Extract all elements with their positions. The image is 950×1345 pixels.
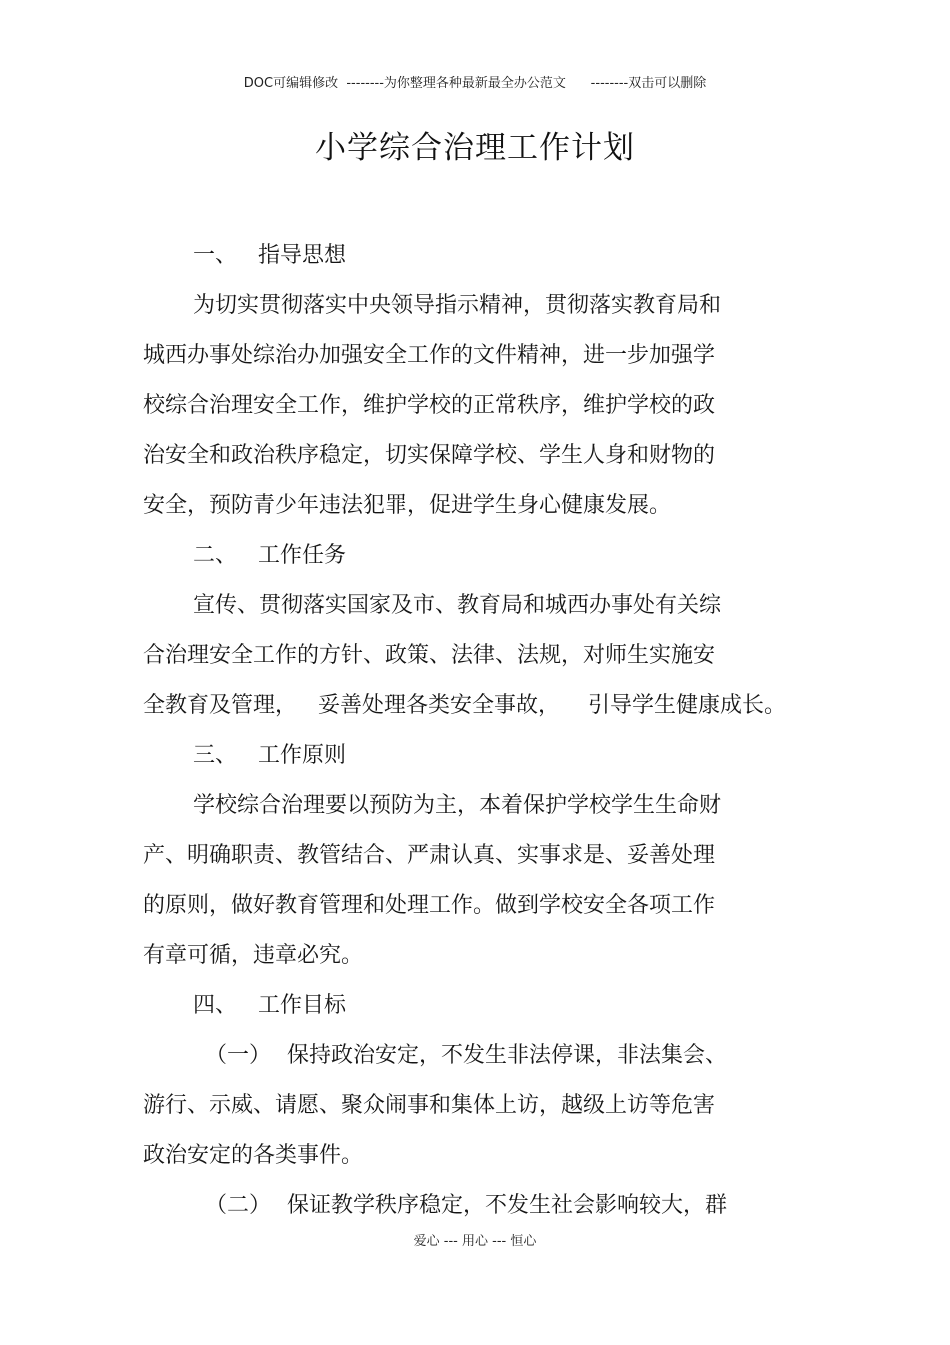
section-number: 四、 — [193, 993, 238, 1018]
page-footer-motto: 爱心 --- 用心 --- 恒心 — [413, 1234, 537, 1249]
paragraph-line: 产、明确职责、教管结合、严肃认真、实事求是、妥善处理 — [143, 843, 716, 868]
section-number: 三、 — [193, 743, 238, 768]
item-number: （二） — [205, 1193, 272, 1218]
paragraph-line: 全教育及管理， 妥善处理各类安全事故， 引导学生健康成长。 — [143, 693, 786, 718]
paragraph-line: 合治理安全工作的方针、政策、法律、法规，对师生实施安 — [143, 643, 716, 668]
paragraph-line: 有章可循，违章必究。 — [143, 943, 364, 968]
section-heading: 工作任务 — [258, 543, 347, 568]
paragraph-line: 为切实贯彻落实中央领导指示精神，贯彻落实教育局和 — [193, 293, 722, 318]
item-number: （一） — [205, 1043, 272, 1068]
paragraph-line: 城西办事处综治办加强安全工作的文件精神，进一步加强学 — [143, 343, 716, 368]
paragraph-line: 保证教学秩序稳定，不发生社会影响较大，群 — [287, 1193, 728, 1218]
section-heading: 指导思想 — [258, 243, 347, 268]
paragraph-line: 的原则，做好教育管理和处理工作。做到学校安全各项工作 — [143, 893, 716, 918]
paragraph-line: 政治安定的各类事件。 — [143, 1143, 364, 1168]
paragraph-line: 保持政治安定，不发生非法停课，非法集会、 — [287, 1043, 728, 1068]
paragraph-line: 安全，预防青少年违法犯罪，促进学生身心健康发展。 — [143, 493, 672, 518]
section-number: 一、 — [193, 243, 238, 268]
paragraph-line: 校综合治理安全工作，维护学校的正常秩序，维护学校的政 — [143, 393, 716, 418]
section-heading: 工作目标 — [258, 993, 347, 1018]
paragraph-line: 治安全和政治秩序稳定，切实保障学校、学生人身和财物的 — [143, 443, 716, 468]
section-heading: 工作原则 — [258, 743, 347, 768]
paragraph-line: 游行、示威、请愿、聚众闹事和集体上访，越级上访等危害 — [143, 1093, 716, 1118]
document-title: 小学综合治理工作计划 — [315, 130, 635, 166]
section-number: 二、 — [193, 543, 238, 568]
paragraph-line: 学校综合治理要以预防为主，本着保护学校学生生命财 — [193, 793, 722, 818]
page-header-note: DOC可编辑修改 --------为你整理各种最新最全办公范文 --------双击可以删除 — [243, 76, 707, 91]
paragraph-line: 宣传、贯彻落实国家及市、教育局和城西办事处有关综 — [193, 593, 722, 618]
